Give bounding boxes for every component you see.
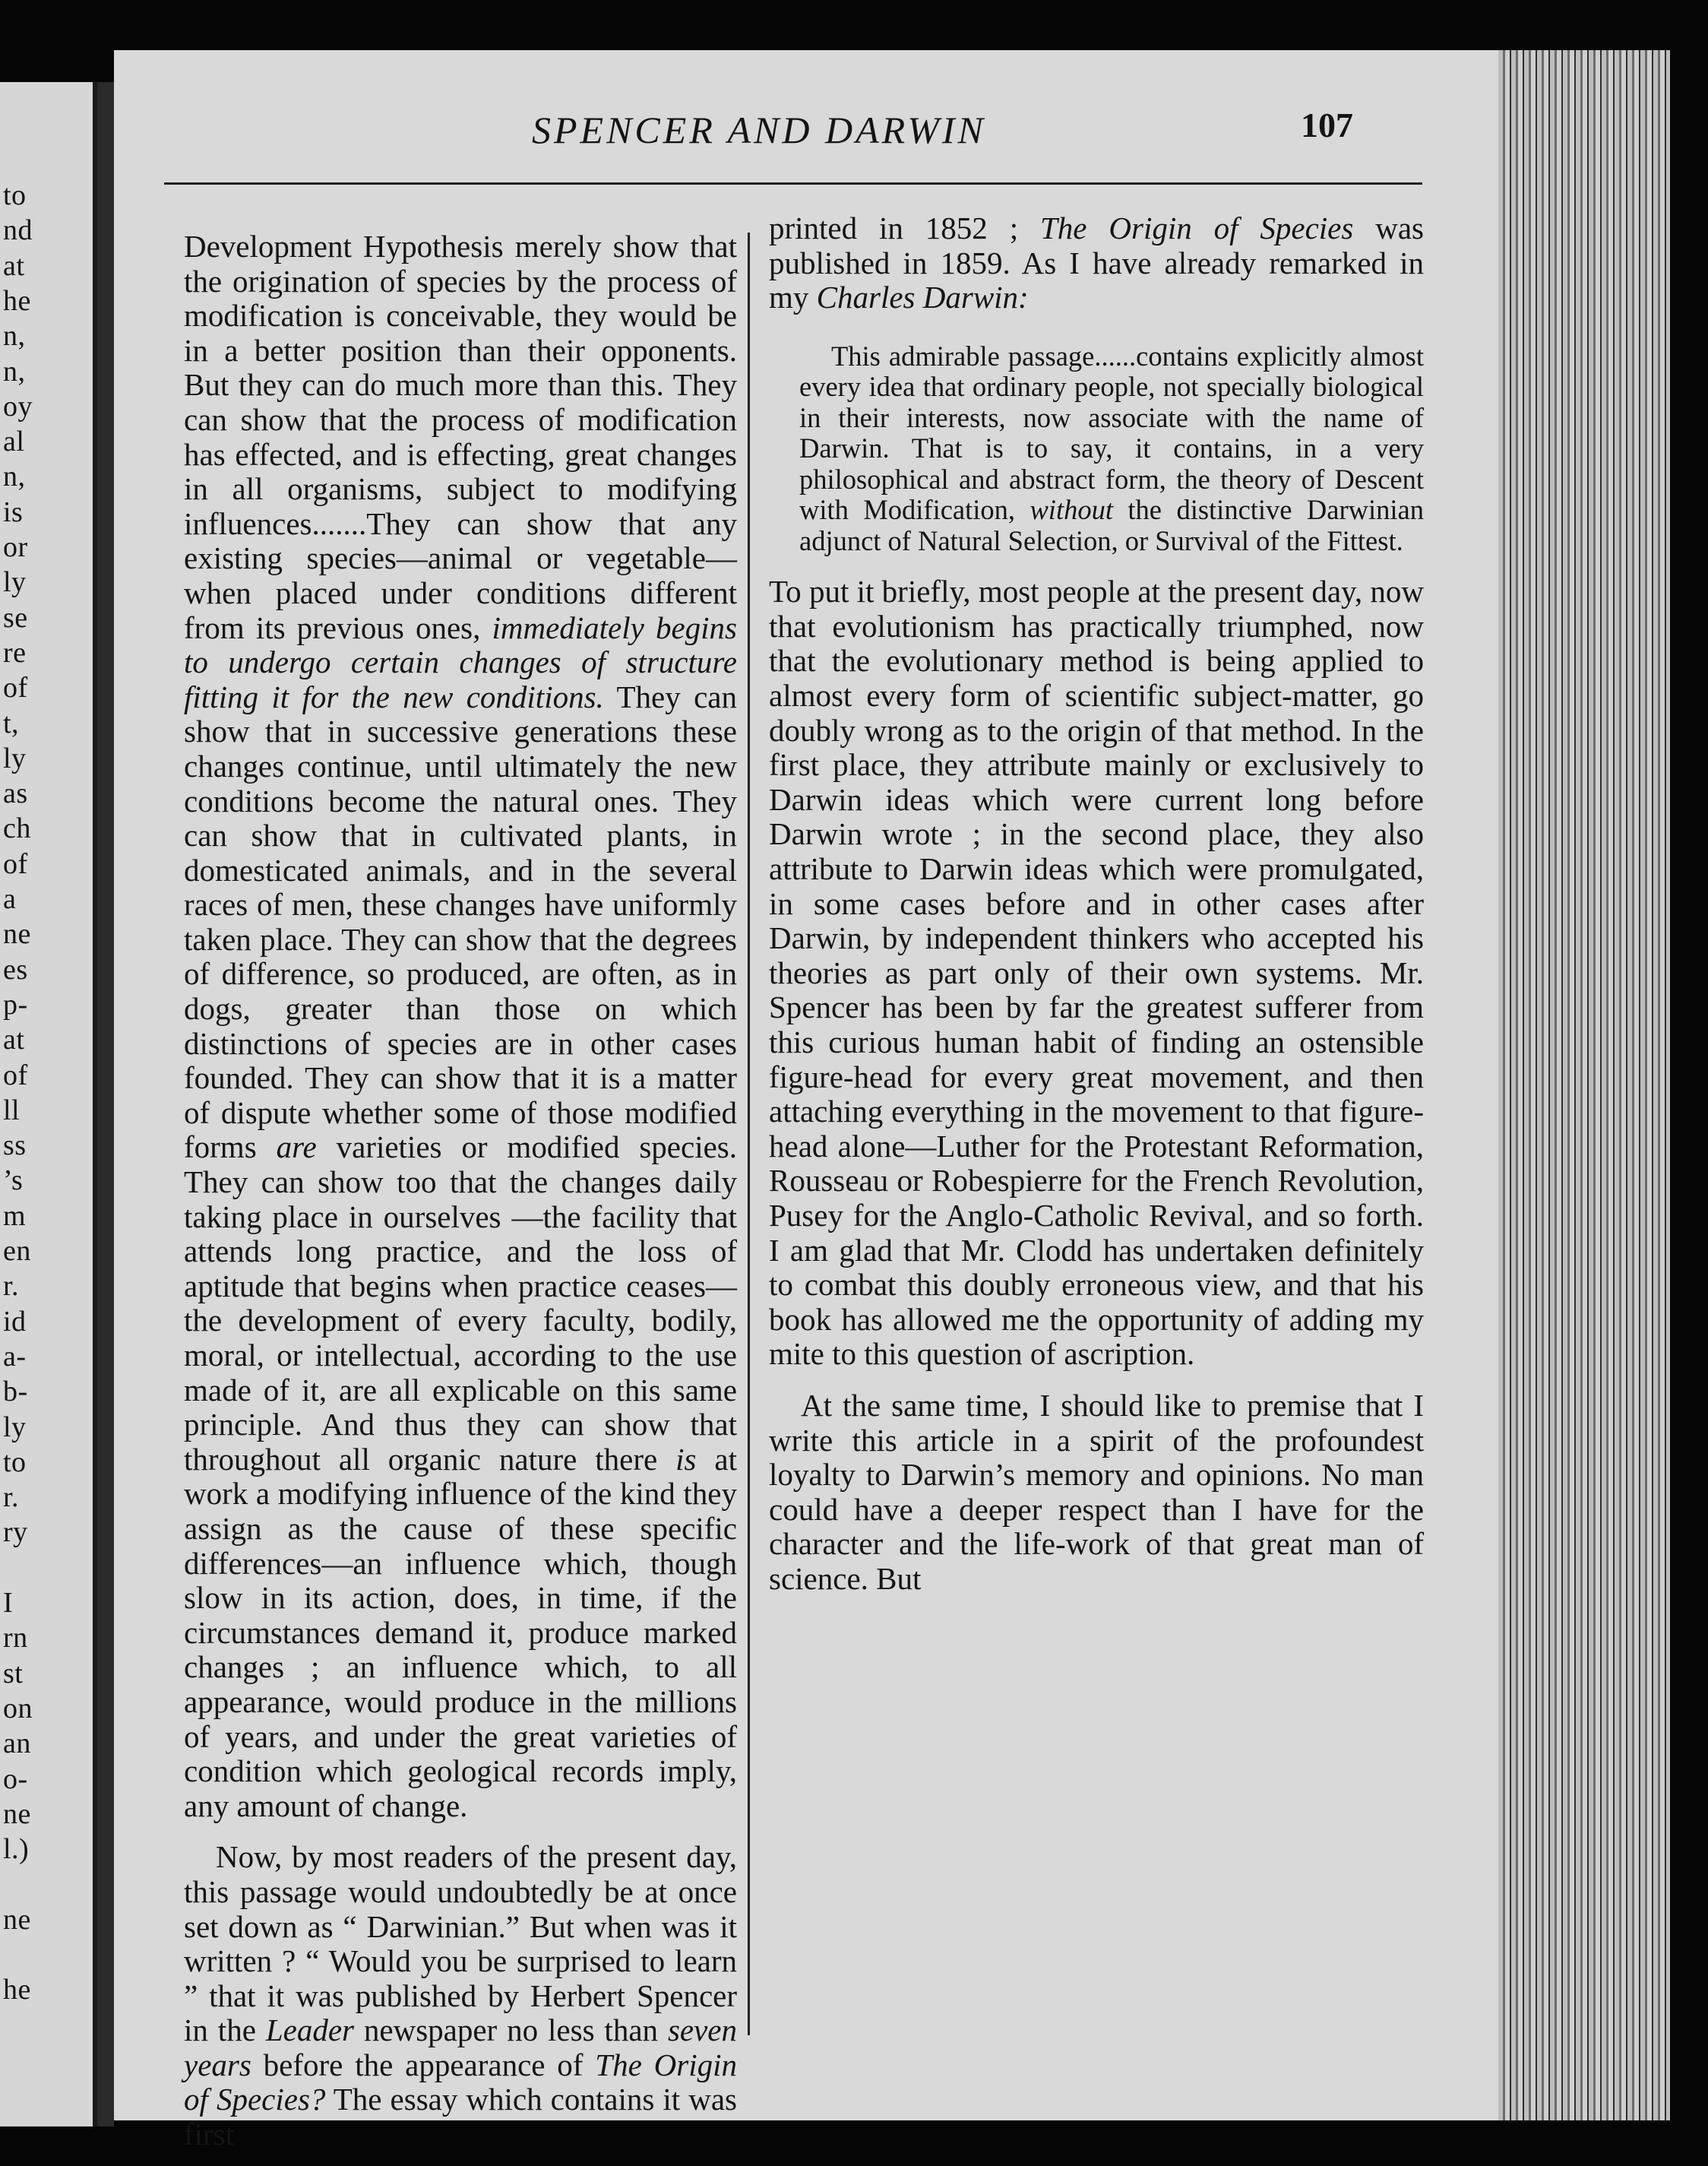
adjacent-page-fragment: on bbox=[3, 1692, 33, 1724]
adjacent-page-fragment: r. bbox=[3, 1481, 20, 1514]
adjacent-page-fragment: he bbox=[3, 1974, 31, 2006]
book-page bbox=[114, 50, 1498, 2152]
adjacent-page-fragment: ’s bbox=[3, 1164, 24, 1197]
adjacent-page-fragment: ne bbox=[3, 1903, 31, 1936]
right-column bbox=[769, 211, 1424, 1597]
adjacent-page-fragment: b- bbox=[3, 1376, 28, 1408]
running-head bbox=[114, 100, 1498, 169]
adjacent-page-fragment: ly bbox=[3, 1411, 27, 1443]
book-gutter bbox=[97, 82, 114, 2126]
adjacent-page-fragment: at bbox=[3, 249, 25, 282]
header-rule bbox=[164, 182, 1422, 185]
paragraph: printed in 1852 ; The Origin of Species was published in 1859. As I have already remarked in my Charles Darwin: bbox=[769, 211, 1424, 315]
adjacent-page-fragment: n, bbox=[3, 461, 26, 493]
adjacent-page-fragment: of bbox=[3, 1059, 28, 1091]
left-column bbox=[184, 230, 737, 2152]
adjacent-page-fragment: en bbox=[3, 1235, 31, 1267]
adjacent-page-fragment: an bbox=[3, 1727, 31, 1760]
adjacent-page-fragment: ss bbox=[3, 1129, 27, 1162]
adjacent-page-fragment: t, bbox=[3, 707, 20, 739]
adjacent-page-fragment: oy bbox=[3, 390, 33, 423]
adjacent-page-fragment: as bbox=[3, 777, 28, 810]
adjacent-page-fragment: is bbox=[3, 496, 24, 528]
adjacent-page-fragment: rn bbox=[3, 1622, 28, 1655]
paragraph: Development Hypothesis merely show that the origination of species by the process of modification is conceivable, they would be in a better position than their opponents. But they can do much more than this. They can show that the process of modification has effected, and is effecting, great changes in all organisms, subject to modifying influences.......They can show that any existing species—animal or vegetable—when placed under conditions different from its previous ones, immediately begins to undergo certain changes of structure fitting it for the new conditions. They can show that in successive generations these changes continue, until ultimately the new conditions become the natural ones. They can show that in cultivated plants, in domesticated animals, and in the several races of men, these changes have uniformly taken place. They can show that the degrees of difference, so produced, are often, as in dogs, greater than those on which distinctions of species are in other cases founded. They can show that it is a matter of dispute whether some of those modified forms are varieties or modified species. They can show too that the changes daily taking place in ourselves —the facility that attends long practice, and the loss of aptitude that begins when practice ceases—the development of every faculty, bodily, moral, or intellectual, according to the use made of it, are all explicable on this same principle. And thus they can show that throughout all organic nature there is at work a modifying influence of the kind they assign as the cause of these specific differences—an influence which, though slow in its action, does, in time, if the circumstances demand it, produce marked changes ; an influence which, to all appearance, would produce in the millions of years, and under the great varieties of condition which geological records imply, any amount of change. bbox=[184, 229, 738, 1823]
paragraph: Now, by most readers of the present day, this passage would undoubtedly be at once set down as “ Darwinian.” But when was it written ? “ Would you be surprised to learn ” that it was published by Herbert Spencer in the Leader newspaper no less than seven years before the appearance of The Origin of Species? The essay which contains it was first bbox=[184, 1839, 737, 2152]
adjacent-page-fragment: n, bbox=[3, 320, 26, 353]
adjacent-page-fragment: ne bbox=[3, 918, 31, 951]
adjacent-page-fragment: al bbox=[3, 426, 25, 458]
column-rule bbox=[748, 233, 750, 2035]
adjacent-page-fragment: id bbox=[3, 1305, 27, 1338]
adjacent-page-fragment: l.) bbox=[3, 1833, 30, 1866]
adjacent-page-fragment: ne bbox=[3, 1797, 31, 1830]
adjacent-page-fragment: ch bbox=[3, 812, 31, 845]
adjacent-page-fragment: at bbox=[3, 1024, 25, 1056]
adjacent-page-fragment: re bbox=[3, 636, 27, 669]
adjacent-page-fragment: I bbox=[3, 1587, 14, 1619]
paragraph: At the same time, I should like to premise that I write this article in a spirit of the profoundest loyalty to Darwin’s memory and opinions. No man could have a deeper respect than I have for the character and the life-work of that great man of science. But bbox=[769, 1387, 1424, 1596]
adjacent-page-strip bbox=[0, 82, 97, 2126]
adjacent-page-fragment: se bbox=[3, 601, 28, 634]
adjacent-page-fragment: of bbox=[3, 672, 28, 705]
adjacent-page-fragment: to bbox=[3, 179, 27, 211]
page-number: 107 bbox=[1301, 106, 1353, 144]
adjacent-page-fragment: nd bbox=[3, 214, 33, 247]
adjacent-page-fragment: a- bbox=[3, 1340, 27, 1373]
adjacent-page-fragment: ly bbox=[3, 742, 27, 774]
adjacent-page-fragment: of bbox=[3, 847, 28, 880]
adjacent-page-fragment: m bbox=[3, 1199, 27, 1232]
adjacent-page-fragment: st bbox=[3, 1657, 24, 1689]
adjacent-page-fragment: ry bbox=[3, 1516, 28, 1549]
adjacent-page-fragment: o- bbox=[3, 1762, 28, 1795]
adjacent-page-fragment: to bbox=[3, 1446, 27, 1478]
adjacent-page-fragment: ly bbox=[3, 566, 27, 599]
adjacent-page-fragment: p- bbox=[3, 988, 28, 1021]
page-edges bbox=[1498, 50, 1670, 2120]
block-quote: This admirable passage......contains explicitly almost every idea that ordinary people, not specially biological in their interests, now associate with the name of Darwin. That is to say, it contains, in a very philosophical and abstract form, the theory of Descent with Modification, without the distinctive Darwinian adjunct of Natural Selection, or Survival of the Fittest. bbox=[799, 340, 1424, 556]
adjacent-page-fragment: or bbox=[3, 531, 28, 563]
adjacent-page-fragment: n, bbox=[3, 355, 26, 388]
adjacent-page-fragment: ll bbox=[3, 1094, 21, 1126]
adjacent-page-fragment: he bbox=[3, 284, 31, 317]
adjacent-page-fragment: a bbox=[3, 883, 17, 915]
adjacent-page-fragment: r. bbox=[3, 1270, 20, 1303]
paragraph: To put it briefly, most people at the present day, now that evolutionism has practically triumphed, now that the evolutionary method is being applied to almost every form of scientific subject-matter, go doubly wrong as to the origin of that method. In the first place, they attribute mainly or exclusively to Darwin ideas which were current long before Darwin wrote ; in the second place, they also attribute to Darwin ideas which were promulgated, in some cases before and in other cases after Darwin, by independent thinkers who accepted his theories as part only of their own systems. Mr. Spencer has been by far the greatest sufferer from this curious human habit of finding an ostensible figure-head for every great movement, and then attaching everything in the movement to that figure-head alone—Luther for the Protestant Reformation, Rousseau or Robespierre for the French Revolution, Pusey for the Anglo-Catholic Revival, and so forth. I am glad that Mr. Clodd has undertaken definitely to combat this doubly erroneous view, and that his book has allowed me the opportunity of adding my mite to this question of ascription. bbox=[769, 574, 1424, 1372]
running-title: SPENCER AND DARWIN bbox=[532, 109, 986, 151]
adjacent-page-fragment: es bbox=[3, 953, 28, 986]
